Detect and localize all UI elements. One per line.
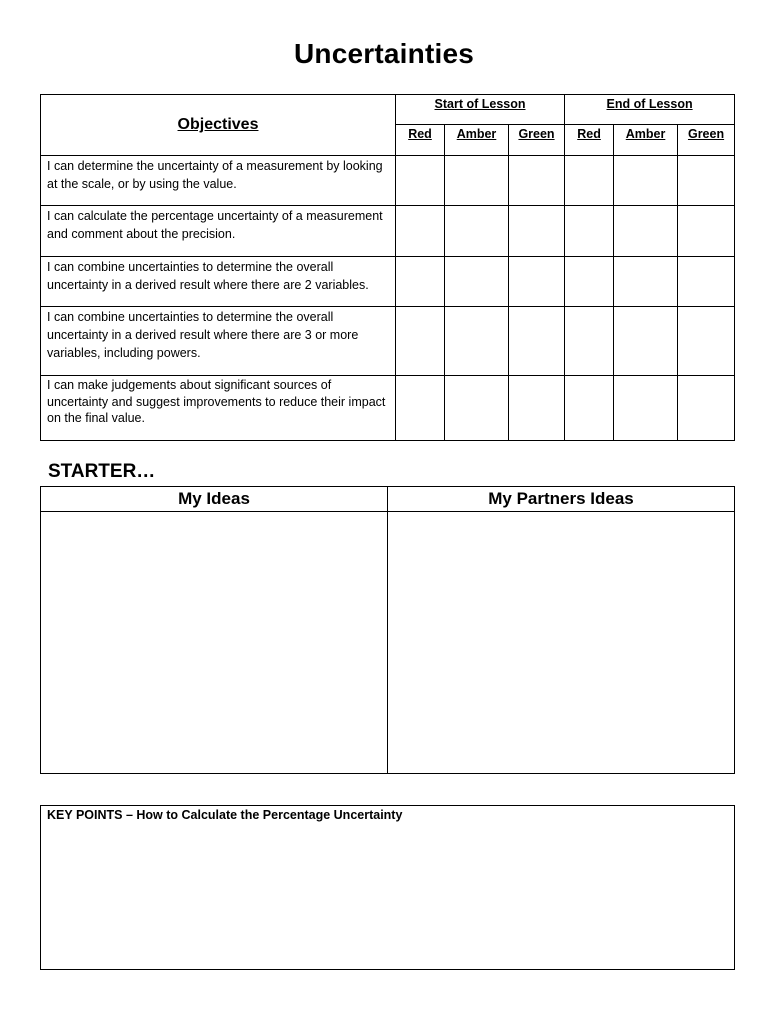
partner-ideas-box[interactable]: [388, 512, 735, 774]
end-red-cell[interactable]: [565, 206, 614, 257]
end-amber-cell[interactable]: [614, 257, 678, 307]
start-of-lesson-header: Start of Lesson: [396, 95, 565, 125]
objective-row: [41, 376, 735, 441]
objective-text: I can determine the uncertainty of a measurement by looking at the scale, or by using the value.: [41, 156, 396, 206]
start-green-cell[interactable]: [509, 257, 565, 307]
end-green-cell[interactable]: [678, 376, 735, 441]
start-green-cell[interactable]: [509, 376, 565, 441]
start-green-header: Green: [509, 125, 565, 156]
objective-text: I can calculate the percentage uncertainty of a measurement and comment about the precision.: [41, 206, 396, 257]
end-red-cell[interactable]: [565, 257, 614, 307]
end-amber-cell[interactable]: [614, 156, 678, 206]
start-amber-cell[interactable]: [445, 376, 509, 441]
start-green-cell[interactable]: [509, 206, 565, 257]
end-green-header: Green: [678, 125, 735, 156]
objective-text: I can combine uncertainties to determine the overall uncertainty in a derived result where there are 2 variables.: [41, 257, 396, 307]
start-red-header: Red: [396, 125, 445, 156]
end-green-cell[interactable]: [678, 206, 735, 257]
my-ideas-header: My Ideas: [41, 487, 388, 512]
starter-ideas-table: [40, 486, 735, 774]
end-red-cell[interactable]: [565, 376, 614, 441]
start-amber-cell[interactable]: [445, 206, 509, 257]
page-title: Uncertainties: [294, 38, 474, 69]
end-green-cell[interactable]: [678, 257, 735, 307]
end-amber-header: Amber: [614, 125, 678, 156]
start-green-cell[interactable]: [509, 307, 565, 376]
end-red-cell[interactable]: [565, 307, 614, 376]
start-red-cell[interactable]: [396, 376, 445, 441]
start-amber-header: Amber: [445, 125, 509, 156]
objective-row: [41, 156, 735, 206]
end-amber-cell[interactable]: [614, 307, 678, 376]
start-green-cell[interactable]: [509, 156, 565, 206]
objectives-header: Objectives: [41, 95, 396, 156]
start-red-cell[interactable]: [396, 156, 445, 206]
key-points-title: KEY POINTS – How to Calculate the Percentage Uncertainty: [47, 808, 403, 822]
start-amber-cell[interactable]: [445, 156, 509, 206]
objective-row: [41, 257, 735, 307]
partner-ideas-header: My Partners Ideas: [388, 487, 735, 512]
start-red-cell[interactable]: [396, 257, 445, 307]
key-points-box[interactable]: [40, 805, 735, 970]
objectives-table: [40, 94, 735, 441]
end-red-cell[interactable]: [565, 156, 614, 206]
objective-text: I can combine uncertainties to determine the overall uncertainty in a derived result where there are 3 or more variables, including powers.: [41, 307, 396, 376]
start-amber-cell[interactable]: [445, 257, 509, 307]
end-green-cell[interactable]: [678, 156, 735, 206]
objective-row: [41, 307, 735, 376]
start-red-cell[interactable]: [396, 307, 445, 376]
end-of-lesson-header: End of Lesson: [565, 95, 735, 125]
end-red-header: Red: [565, 125, 614, 156]
my-ideas-box[interactable]: [41, 512, 388, 774]
objective-text: I can make judgements about significant sources of uncertainty and suggest improvements to reduce their impact on the final value.: [41, 376, 396, 441]
end-green-cell[interactable]: [678, 307, 735, 376]
end-amber-cell[interactable]: [614, 206, 678, 257]
starter-heading: STARTER…: [48, 461, 156, 482]
objective-row: [41, 206, 735, 257]
end-amber-cell[interactable]: [614, 376, 678, 441]
start-amber-cell[interactable]: [445, 307, 509, 376]
start-red-cell[interactable]: [396, 206, 445, 257]
